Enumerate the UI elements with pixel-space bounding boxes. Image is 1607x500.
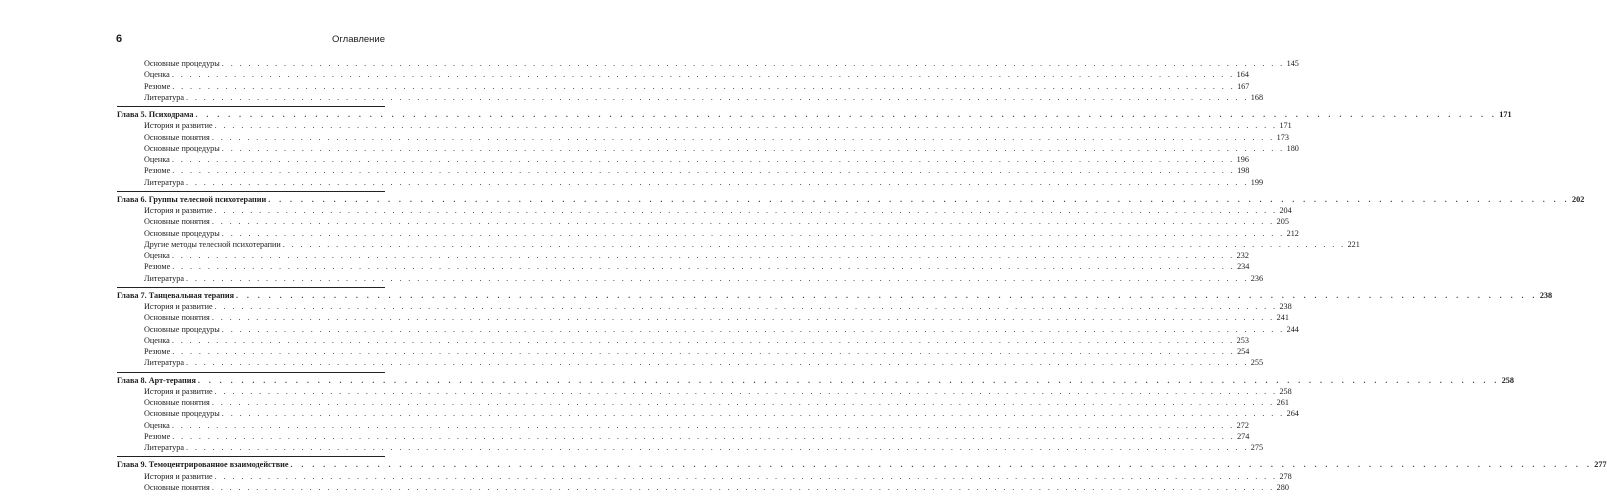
dot-leader: . . . . . . . . . . . . . . . . . . . . . . . . . . . . . . . . . . . . . . . . . . . . . . . . . . . . . . . . . . . . . . . . . . . . . . . . . . . . . . . . . . . . . . . . . . . . . . . . . . . . . . . . . . . . . . . . . . . . . . . . xyxy=(171,251,1235,260)
dot-leader: . . . . . . . . . . . . . . . . . . . . . . . . . . . . . . . . . . . . . . . . . . . . . . . . . . . . . . . . . . . . . . . . . . . . . . . . . . . . . . . . . . . . . . . . . . . . . . . . . . . . . . . . . . . . . . . . . . . . . . . . xyxy=(185,273,1249,283)
toc-chapter-entry[interactable] xyxy=(117,194,1585,205)
dot-leader: . . . . . . . . . . . . . . . . . . . . . . . . . . . . . . . . . . . . . . . . . . . . . . . . . . . . . . . . . . . . . . . . . . . . . . . . . . . . . . . . . . . . . . . . . . . . . . . . . . . . . . . . . . . . . . . . . . . . . . . . xyxy=(211,217,1275,227)
toc-entry-title: История и развитие xyxy=(144,206,213,215)
running-header xyxy=(116,33,385,45)
toc-entry-title: Основные процедуры xyxy=(144,324,220,334)
dot-leader: . . . . . . . . . . . . . . . . . . . . . . . . . . . . . . . . . . . . . . . . . . . . . . . . . . . . . . . . . . . . . . . . . . . . . . . . . . . . . . . . . . . . . . . . . . . . . . . . . . . . . . . . . . . . . . . . . . . . . . . . xyxy=(185,443,1249,452)
toc-section-entry[interactable] xyxy=(117,471,1292,482)
toc-entry-title: Резюме xyxy=(144,347,171,356)
toc-section-entry[interactable] xyxy=(117,301,1292,312)
chapter-divider xyxy=(117,191,385,192)
toc-entry-page-number: 198 xyxy=(1237,166,1250,176)
toc-entry-title: Основные понятия xyxy=(144,132,210,142)
toc-entry-title: Литература xyxy=(144,443,184,452)
toc-entry-title: Оценка xyxy=(144,335,170,345)
toc-entry-title: Основные процедуры xyxy=(144,59,220,68)
toc-entry-page-number: 167 xyxy=(1237,81,1250,91)
toc-section-entry[interactable] xyxy=(117,205,1292,216)
toc-chapter-entry[interactable] xyxy=(117,290,1553,301)
toc-entry-title: Оценка xyxy=(144,420,170,430)
toc-entry-title: Глава 6. Группы телесной психотерапии xyxy=(117,194,267,204)
toc-entry-title: Литература xyxy=(144,177,184,187)
dot-leader: . . . . . . . . . . . . . . . . . . . . . . . . . . . . . . . . . . . . . . . . . . . . . . . . . . . . . . . . . . . . . . . . . . . . . . . . . . . . . . . . . . . . . . . . . . . . . . . . . . . . . . . . . . . . . . . . . . . . . . . . xyxy=(221,324,1285,334)
toc-entry-page-number: 264 xyxy=(1286,409,1299,419)
dot-leader: . . . . . . . . . . . . . . . . . . . . . . . . . . . . . . . . . . . . . . . . . . . . . . . . . . . . . . . . . . . . . . . . . . . . . . . . . . . . . . . . . . . . . . . . . . . . . . . . . . . . . . . . . . . . . . . . . . . . . . . . xyxy=(221,228,1285,238)
toc-section-entry[interactable] xyxy=(117,154,1249,165)
toc-entry-title: История и развитие xyxy=(144,471,213,481)
toc-entry-page-number: 254 xyxy=(1237,347,1250,356)
toc-section-entry[interactable] xyxy=(117,335,1249,346)
toc-entry-page-number: 277 xyxy=(1594,460,1607,470)
toc-entry-page-number: 221 xyxy=(1347,239,1360,249)
toc-chapter-entry[interactable] xyxy=(117,109,1512,120)
toc-section-entry[interactable] xyxy=(117,216,1289,227)
toc-entry-page-number: 275 xyxy=(1250,443,1264,452)
toc-entry-title: Литература xyxy=(144,273,184,283)
toc-section-entry[interactable] xyxy=(117,420,1249,431)
toc-entry-page-number: 278 xyxy=(1279,471,1292,481)
dot-leader: . . . . . . . . . . . . . . . . . . . . . . . . . . . . . . . . . . . . . . . . . . . . . . . . . . . . . . . . . . . . . . . . . . . . . . . . . . . . . . . . . . . . . . . . . . . . . . . . . . . . . . . . . . . . . . . . . . . . . . . . xyxy=(172,166,1236,176)
toc-entry-title: Оценка xyxy=(144,70,170,80)
toc-entry-title: Основные понятия xyxy=(144,398,210,407)
toc-section-entry[interactable] xyxy=(117,397,1289,408)
toc-entry-page-number: 204 xyxy=(1279,206,1292,215)
dot-leader: . . . . . . . . . . . . . . . . . . . . . . . . . . . . . . . . . . . . . . . . . . . . . . . . . . . . . . . . . . . . . . . . . . . . . . . . . . . . . . . . . . . . . . . . . . . . . . . . . . . . . . . . . . . . . . . . . . . . . . . . xyxy=(171,70,1235,80)
toc-entry-title: История и развитие xyxy=(144,302,213,311)
toc-section-entry[interactable] xyxy=(117,273,1264,284)
dot-leader: . . . . . . . . . . . . . . . . . . . . . . . . . . . . . . . . . . . . . . . . . . . . . . . . . . . . . . . . . . . . . . . . . . . . . . . . . . . . . . . . . . . . . . . . . . . . . . . . . . . . . . . . . . . . . . . . . . . . . . . . xyxy=(211,313,1275,323)
toc-section-entry[interactable] xyxy=(117,357,1264,368)
chapter-divider xyxy=(117,106,385,107)
dot-leader: . . . . . . . . . . . . . . . . . . . . . . . . . . . . . . . . . . . . . . . . . . . . . . . . . . . . . . . . . . . . . . . . . . . . . . . . . . . . . . . . . . . . . . . . . . . . . . . . . . . . . . . . . . . . . . . . . . . . . . . . xyxy=(268,194,1571,204)
toc-entry-title: Основные процедуры xyxy=(144,409,220,419)
toc-section-entry[interactable] xyxy=(117,177,1264,188)
toc-entry-page-number: 238 xyxy=(1539,290,1553,300)
toc-entry-title: Основные понятия xyxy=(144,313,210,323)
section-title: Оглавление xyxy=(332,34,385,45)
dot-leader: . . . . . . . . . . . . . . . . . . . . . . . . . . . . . . . . . . . . . . . . . . . . . . . . . . . . . . . . . . . . . . . . . . . . . . . . . . . . . . . . . . . . . . . . . . . . . . . . . . . . . . . . . . . . . . . . . . . . . . . . xyxy=(172,431,1236,441)
toc-entry-title: Резюме xyxy=(144,81,171,91)
toc-entry-page-number: 171 xyxy=(1279,121,1292,131)
toc-entry-title: Глава 9. Темоцентрированное взаимодействие xyxy=(117,460,289,470)
dot-leader: . . . . . . . . . . . . . . . . . . . . . . . . . . . . . . . . . . . . . . . . . . . . . . . . . . . . . . . . . . . . . . . . . . . . . . . . . . . . . . . . . . . . . . . . . . . . . . . . . . . . . . . . . . . . . . . . . . . . . . . . xyxy=(172,262,1236,272)
dot-leader: . . . . . . . . . . . . . . . . . . . . . . . . . . . . . . . . . . . . . . . . . . . . . . . . . . . . . . . . . . . . . . . . . . . . . . . . . . . . . . . . . . . . . . . . . . . . . . . . . . . . . . . . . . . . . . . . . . . . . . . . xyxy=(197,375,1500,385)
toc-section-entry[interactable] xyxy=(117,482,1289,493)
dot-leader: . . . . . . . . . . . . . . . . . . . . . . . . . . . . . . . . . . . . . . . . . . . . . . . . . . . . . . . . . . . . . . . . . . . . . . . . . . . . . . . . . . . . . . . . . . . . . . . . . . . . . . . . . . . . . . . . . . . . . . . . xyxy=(172,81,1236,91)
dot-leader: . . . . . . . . . . . . . . . . . . . . . . . . . . . . . . . . . . . . . . . . . . . . . . . . . . . . . . . . . . . . . . . . . . . . . . . . . . . . . . . . . . . . . . . . . . . . . . . . . . . . . . . . . . . . . . . . . . . . . . . . xyxy=(171,335,1235,345)
toc-section-entry[interactable] xyxy=(117,312,1289,323)
dot-leader: . . . . . . . . . . . . . . . . . . . . . . . . . . . . . . . . . . . . . . . . . . . . . . . . . . . . . . . . . . . . . . . . . . . . . . . . . . . . . . . . . . . . . . . . . . . . . . . . . . . . . . . . . . . . . . . . . . . . . . . . xyxy=(221,143,1285,153)
dot-leader: . . . . . . . . . . . . . . . . . . . . . . . . . . . . . . . . . . . . . . . . . . . . . . . . . . . . . . . . . . . . . . . . . . . . . . . . . . . . . . . . . . . . . . . . . . . . . . . . . . . . . . . . . . . . . . . . . . . . . . . . xyxy=(211,398,1275,407)
page-number: 6 xyxy=(116,33,123,45)
toc-entry-page-number: 280 xyxy=(1276,482,1289,492)
chapter-divider xyxy=(117,287,385,288)
toc-section-entry[interactable] xyxy=(117,120,1292,131)
toc-section-entry[interactable] xyxy=(117,239,1360,250)
toc-entry-page-number: 205 xyxy=(1276,217,1289,227)
toc-entry-page-number: 164 xyxy=(1236,70,1249,80)
toc-section-entry[interactable] xyxy=(117,442,1264,453)
toc-section-entry[interactable] xyxy=(117,431,1250,442)
toc-entry-page-number: 173 xyxy=(1276,132,1289,142)
toc-section-entry[interactable] xyxy=(117,143,1299,154)
toc-section-entry[interactable] xyxy=(117,408,1299,419)
toc-entry-title: Глава 5. Психодрама xyxy=(117,110,194,119)
toc-section-entry[interactable] xyxy=(117,250,1249,261)
dot-leader: . . . . . . . . . . . . . . . . . . . . . . . . . . . . . . . . . . . . . . . . . . . . . . . . . . . . . . . . . . . . . . . . . . . . . . . . . . . . . . . . . . . . . . . . . . . . . . . . . . . . . . . . . . . . . . . . . . . . . . . . xyxy=(171,420,1235,430)
toc-entry-title: Другие методы телесной психотерапии xyxy=(144,239,281,249)
toc-entry-title: Основные понятия xyxy=(144,482,210,492)
toc-entry-page-number: 238 xyxy=(1279,302,1292,311)
toc-entry-title: Основные понятия xyxy=(144,217,210,227)
dot-leader: . . . . . . . . . . . . . . . . . . . . . . . . . . . . . . . . . . . . . . . . . . . . . . . . . . . . . . . . . . . . . . . . . . . . . . . . . . . . . . . . . . . . . . . . . . . . . . . . . . . . . . . . . . . . . . . . . . . . . . . . xyxy=(282,239,1346,249)
toc-entry-page-number: 261 xyxy=(1276,398,1289,407)
toc-section-entry[interactable] xyxy=(117,58,1299,69)
toc-entry-page-number: 232 xyxy=(1236,251,1249,260)
dot-leader: . . . . . . . . . . . . . . . . . . . . . . . . . . . . . . . . . . . . . . . . . . . . . . . . . . . . . . . . . . . . . . . . . . . . . . . . . . . . . . . . . . . . . . . . . . . . . . . . . . . . . . . . . . . . . . . . . . . . . . . . xyxy=(221,409,1285,419)
toc-entry-title: Резюме xyxy=(144,431,171,441)
toc-entry-title: Глава 8. Арт-терапия xyxy=(117,375,196,385)
toc-entry-page-number: 258 xyxy=(1279,386,1292,396)
dot-leader: . . . . . . . . . . . . . . . . . . . . . . . . . . . . . . . . . . . . . . . . . . . . . . . . . . . . . . . . . . . . . . . . . . . . . . . . . . . . . . . . . . . . . . . . . . . . . . . . . . . . . . . . . . . . . . . . . . . . . . . . xyxy=(214,471,1278,481)
toc-entry-page-number: 145 xyxy=(1286,59,1299,68)
toc-chapter-entry[interactable] xyxy=(117,459,1607,470)
toc-entry-page-number: 199 xyxy=(1250,177,1264,187)
toc-entry-title: Резюме xyxy=(144,262,171,272)
toc-section-entry[interactable] xyxy=(117,346,1250,357)
dot-leader: . . . . . . . . . . . . . . . . . . . . . . . . . . . . . . . . . . . . . . . . . . . . . . . . . . . . . . . . . . . . . . . . . . . . . . . . . . . . . . . . . . . . . . . . . . . . . . . . . . . . . . . . . . . . . . . . . . . . . . . . xyxy=(214,302,1278,311)
dot-leader: . . . . . . . . . . . . . . . . . . . . . . . . . . . . . . . . . . . . . . . . . . . . . . . . . . . . . . . . . . . . . . . . . . . . . . . . . . . . . . . . . . . . . . . . . . . . . . . . . . . . . . . . . . . . . . . . . . . . . . . . xyxy=(185,177,1249,187)
dot-leader: . . . . . . . . . . . . . . . . . . . . . . . . . . . . . . . . . . . . . . . . . . . . . . . . . . . . . . . . . . . . . . . . . . . . . . . . . . . . . . . . . . . . . . . . . . . . . . . . . . . . . . . . . . . . . . . . . . . . . . . . xyxy=(236,290,1538,300)
dot-leader: . . . . . . . . . . . . . . . . . . . . . . . . . . . . . . . . . . . . . . . . . . . . . . . . . . . . . . . . . . . . . . . . . . . . . . . . . . . . . . . . . . . . . . . . . . . . . . . . . . . . . . . . . . . . . . . . . . . . . . . . xyxy=(211,482,1275,492)
toc-section-entry[interactable] xyxy=(117,324,1299,335)
toc-entry-page-number: 272 xyxy=(1236,420,1249,430)
toc-entry-page-number: 234 xyxy=(1237,262,1250,272)
dot-leader: . . . . . . . . . . . . . . . . . . . . . . . . . . . . . . . . . . . . . . . . . . . . . . . . . . . . . . . . . . . . . . . . . . . . . . . . . . . . . . . . . . . . . . . . . . . . . . . . . . . . . . . . . . . . . . . . . . . . . . . . xyxy=(214,121,1278,131)
table-of-contents xyxy=(117,58,1607,493)
toc-section-entry[interactable] xyxy=(117,81,1250,92)
toc-section-entry[interactable] xyxy=(117,165,1250,176)
toc-section-entry[interactable] xyxy=(117,69,1249,80)
toc-entry-page-number: 168 xyxy=(1250,92,1264,102)
toc-entry-title: Литература xyxy=(144,92,184,102)
toc-entry-page-number: 202 xyxy=(1572,194,1585,204)
dot-leader: . . . . . . . . . . . . . . . . . . . . . . . . . . . . . . . . . . . . . . . . . . . . . . . . . . . . . . . . . . . . . . . . . . . . . . . . . . . . . . . . . . . . . . . . . . . . . . . . . . . . . . . . . . . . . . . . . . . . . . . . xyxy=(290,460,1593,470)
dot-leader: . . . . . . . . . . . . . . . . . . . . . . . . . . . . . . . . . . . . . . . . . . . . . . . . . . . . . . . . . . . . . . . . . . . . . . . . . . . . . . . . . . . . . . . . . . . . . . . . . . . . . . . . . . . . . . . . . . . . . . . . xyxy=(185,358,1249,368)
toc-chapter-entry[interactable] xyxy=(117,375,1514,386)
toc-entry-page-number: 241 xyxy=(1276,313,1289,323)
toc-entry-title: Резюме xyxy=(144,166,171,176)
dot-leader: . . . . . . . . . . . . . . . . . . . . . . . . . . . . . . . . . . . . . . . . . . . . . . . . . . . . . . . . . . . . . . . . . . . . . . . . . . . . . . . . . . . . . . . . . . . . . . . . . . . . . . . . . . . . . . . . . . . . . . . . xyxy=(172,347,1236,356)
toc-entry-title: История и развитие xyxy=(144,121,213,131)
dot-leader: . . . . . . . . . . . . . . . . . . . . . . . . . . . . . . . . . . . . . . . . . . . . . . . . . . . . . . . . . . . . . . . . . . . . . . . . . . . . . . . . . . . . . . . . . . . . . . . . . . . . . . . . . . . . . . . . . . . . . . . . xyxy=(214,206,1278,215)
toc-entry-page-number: 255 xyxy=(1250,358,1264,368)
toc-section-entry[interactable] xyxy=(117,386,1292,397)
toc-entry-title: Литература xyxy=(144,358,184,368)
dot-leader: . . . . . . . . . . . . . . . . . . . . . . . . . . . . . . . . . . . . . . . . . . . . . . . . . . . . . . . . . . . . . . . . . . . . . . . . . . . . . . . . . . . . . . . . . . . . . . . . . . . . . . . . . . . . . . . . . . . . . . . . xyxy=(214,386,1278,396)
dot-leader: . . . . . . . . . . . . . . . . . . . . . . . . . . . . . . . . . . . . . . . . . . . . . . . . . . . . . . . . . . . . . . . . . . . . . . . . . . . . . . . . . . . . . . . . . . . . . . . . . . . . . . . . . . . . . . . . . . . . . . . . xyxy=(195,110,1498,119)
toc-entry-title: Оценка xyxy=(144,251,170,260)
toc-entry-page-number: 274 xyxy=(1237,431,1250,441)
toc-entry-page-number: 180 xyxy=(1286,143,1299,153)
toc-entry-title: Основные процедуры xyxy=(144,143,220,153)
toc-entry-page-number: 253 xyxy=(1236,335,1249,345)
toc-entry-title: История и развитие xyxy=(144,386,213,396)
dot-leader: . . . . . . . . . . . . . . . . . . . . . . . . . . . . . . . . . . . . . . . . . . . . . . . . . . . . . . . . . . . . . . . . . . . . . . . . . . . . . . . . . . . . . . . . . . . . . . . . . . . . . . . . . . . . . . . . . . . . . . . . xyxy=(185,92,1249,102)
toc-entry-page-number: 212 xyxy=(1286,228,1299,238)
toc-entry-page-number: 236 xyxy=(1250,273,1264,283)
toc-section-entry[interactable] xyxy=(117,261,1250,272)
dot-leader: . . . . . . . . . . . . . . . . . . . . . . . . . . . . . . . . . . . . . . . . . . . . . . . . . . . . . . . . . . . . . . . . . . . . . . . . . . . . . . . . . . . . . . . . . . . . . . . . . . . . . . . . . . . . . . . . . . . . . . . . xyxy=(221,59,1285,68)
toc-section-entry[interactable] xyxy=(117,228,1299,239)
toc-entry-page-number: 258 xyxy=(1501,375,1514,385)
toc-entry-page-number: 244 xyxy=(1286,324,1299,334)
toc-entry-title: Глава 7. Танцевальная терапия xyxy=(117,290,234,300)
chapter-divider xyxy=(117,456,385,457)
toc-entry-page-number: 196 xyxy=(1236,155,1249,164)
toc-entry-page-number: 171 xyxy=(1499,110,1512,119)
dot-leader: . . . . . . . . . . . . . . . . . . . . . . . . . . . . . . . . . . . . . . . . . . . . . . . . . . . . . . . . . . . . . . . . . . . . . . . . . . . . . . . . . . . . . . . . . . . . . . . . . . . . . . . . . . . . . . . . . . . . . . . . xyxy=(211,132,1275,142)
dot-leader: . . . . . . . . . . . . . . . . . . . . . . . . . . . . . . . . . . . . . . . . . . . . . . . . . . . . . . . . . . . . . . . . . . . . . . . . . . . . . . . . . . . . . . . . . . . . . . . . . . . . . . . . . . . . . . . . . . . . . . . . xyxy=(171,155,1235,164)
toc-section-entry[interactable] xyxy=(117,132,1289,143)
toc-section-entry[interactable] xyxy=(117,92,1264,103)
toc-entry-title: Основные процедуры xyxy=(144,228,220,238)
toc-entry-title: Оценка xyxy=(144,155,170,164)
chapter-divider xyxy=(117,372,385,373)
